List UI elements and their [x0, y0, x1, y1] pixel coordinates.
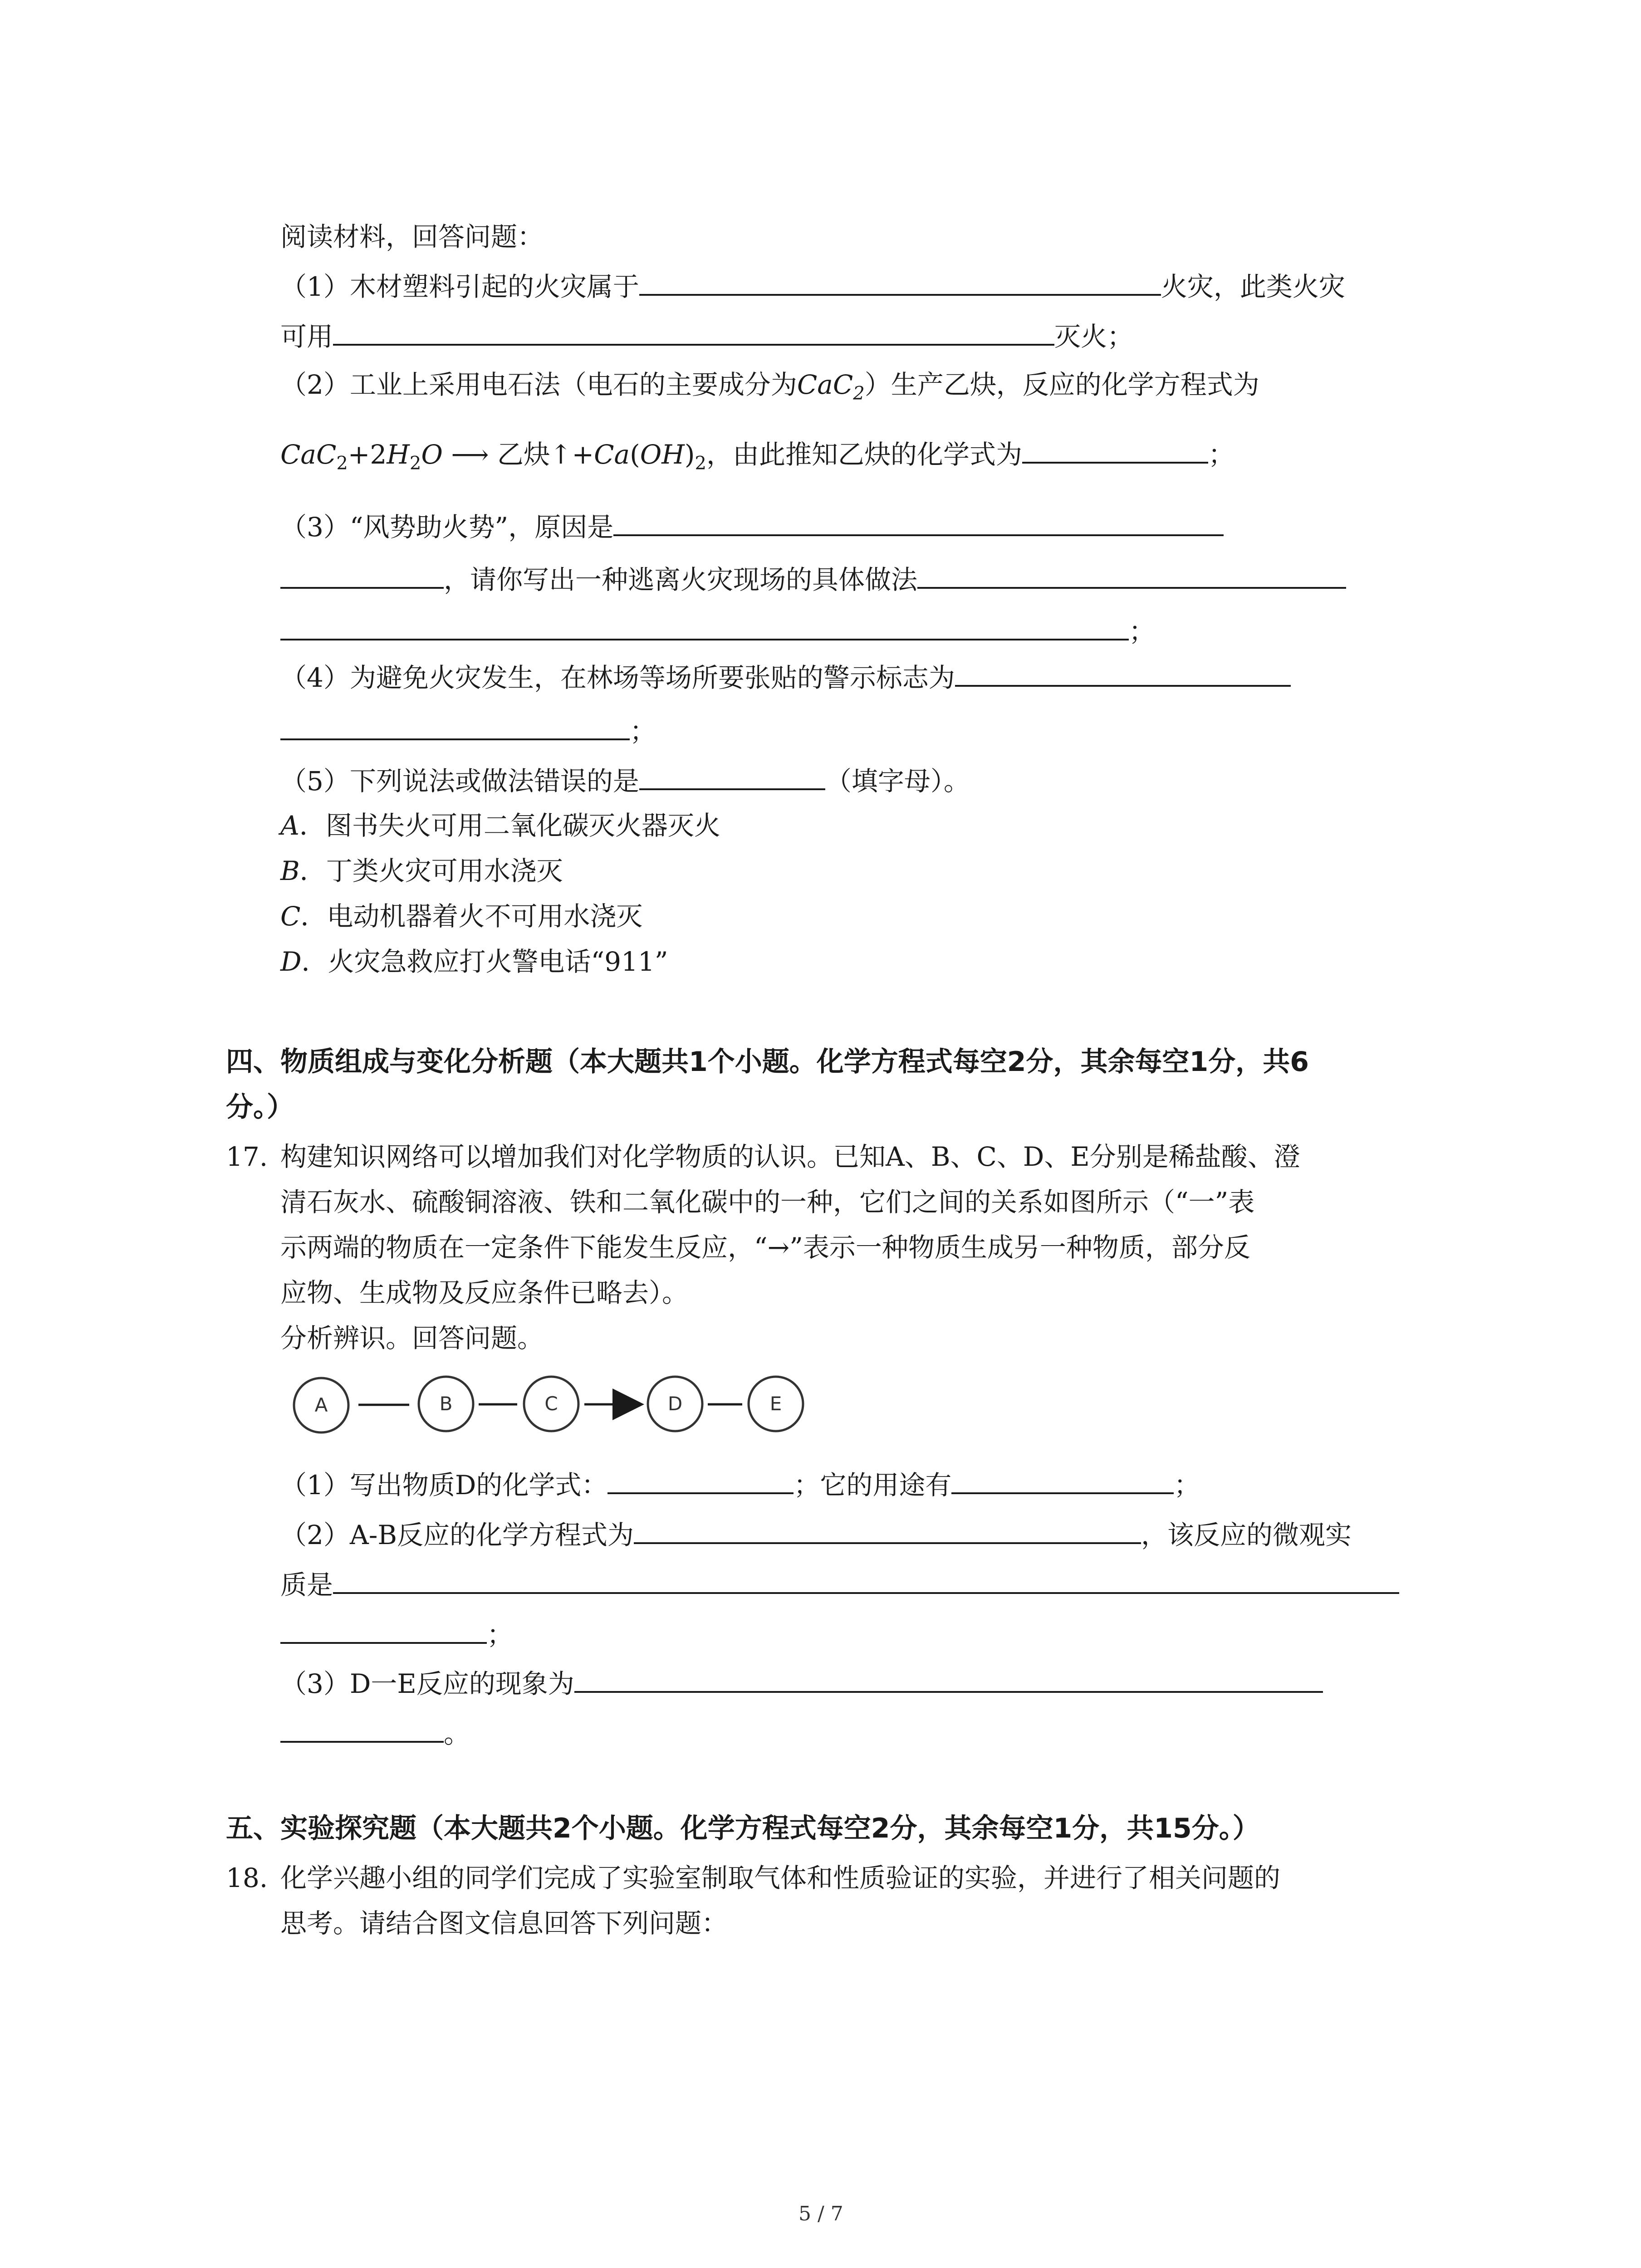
option-a: [280, 807, 720, 844]
node-e-label: E: [769, 1393, 782, 1415]
q17-part1-line: [280, 1466, 1200, 1503]
section-4-title-line1: 四、物质组成与变化分析题（本大题共1个小题。化学方程式每空2分，其余每空1分，共6: [226, 1046, 1309, 1078]
q16-part4-line1: [280, 659, 1291, 696]
q17-part2-line1: [280, 1516, 1352, 1553]
answer-blank-wind-reason[interactable]: [613, 508, 1224, 536]
q16-part4-line2: [280, 712, 656, 749]
q16-part3-line1: [280, 508, 1224, 545]
answer-blank-ab-equation[interactable]: [634, 1516, 1141, 1544]
q16-equation-line: $CaC_2+2H_2O$ ⟶ 乙炔$↑+Ca(OH)_2$，由此推知乙炔的化学式为 ；: [280, 435, 1234, 482]
q16-p2a: （2）工业上采用电石法（电石的主要成分为: [280, 369, 797, 400]
option-letter: B: [280, 855, 300, 886]
answer-blank-ab-essence-cont[interactable]: [280, 1616, 487, 1644]
semicolon: ；: [1208, 439, 1234, 470]
option-b: [280, 853, 563, 889]
q17-part3-line2: [280, 1715, 470, 1752]
node-b-label: B: [439, 1393, 453, 1415]
q17-p2c: 质是: [280, 1569, 333, 1600]
q16-eq-tail: ，由此推知乙炔的化学式为: [706, 439, 1022, 470]
q17-p2b: ，该反应的微观实: [1141, 1520, 1352, 1550]
q17-part2-line2: [280, 1566, 1399, 1603]
section-5-title: 五、实验探究题（本大题共2个小题。化学方程式每空2分，其余每空1分，共15分。）: [226, 1813, 1260, 1844]
answer-blank-warning-sign-cont[interactable]: [280, 712, 630, 740]
q17-p1a: （1）写出物质D的化学式：: [280, 1470, 608, 1501]
page-number: 5 / 7: [798, 2202, 843, 2225]
answer-blank-d-use[interactable]: [951, 1466, 1174, 1494]
q16-part3-line3: [280, 612, 1155, 650]
q16-part1-line2: [280, 318, 1133, 355]
answer-blank-acetylene-formula[interactable]: [1022, 435, 1208, 464]
option-text: ．火灾急救应打火警电话“911”: [301, 946, 668, 977]
answer-blank-wrong-choice[interactable]: [639, 762, 825, 790]
q16-p1c: 可用: [280, 321, 333, 352]
semicolon: ；: [1129, 616, 1156, 647]
intro-text: 阅读材料，回答问题：: [280, 221, 544, 252]
q16-part5-line: [280, 762, 970, 799]
answer-blank-escape-method[interactable]: [917, 561, 1346, 589]
node-c-label: C: [544, 1393, 558, 1415]
answer-blank-d-formula[interactable]: [607, 1466, 794, 1494]
q17-stem-line2: 清石灰水、硫酸铜溶液、铁和二氧化碳中的一种，它们之间的关系如图所示（“一”表: [280, 1187, 1255, 1217]
q16-p1d: 灭火；: [1054, 321, 1134, 352]
q18-stem-line2: 思考。请结合图文信息回答下列问题：: [280, 1908, 728, 1939]
option-letter: D: [280, 946, 302, 977]
option-text: ．丁类火灾可用水浇灭: [299, 855, 563, 886]
q16-p3b: ，请你写出一种逃离火灾现场的具体做法: [444, 564, 918, 595]
q17-stem-line1: 构建知识网络可以增加我们对化学物质的认识。已知A、B、C、D、E分别是稀盐酸、澄: [280, 1141, 1300, 1172]
q17-stem-line3: 示两端的物质在一定条件下能发生反应，“→”表示一种物质生成另一种物质，部分反: [280, 1232, 1250, 1263]
option-letter: A: [280, 810, 299, 841]
section-4-title-line2: 分。）: [226, 1091, 294, 1123]
answer-blank-ab-essence[interactable]: [333, 1566, 1399, 1594]
q17-number: 17.: [226, 1141, 268, 1172]
q18-stem-line1: 化学兴趣小组的同学们完成了实验室制取气体和性质验证的实验，并进行了相关问题的: [280, 1862, 1281, 1893]
q17-p3b: 。: [444, 1718, 470, 1749]
q17-stem-line5: 分析辨识。回答问题。: [280, 1323, 544, 1354]
answer-blank-de-phenomenon-cont[interactable]: [280, 1715, 444, 1743]
q17-p2a: （2）A-B反应的化学方程式为: [280, 1520, 634, 1550]
answer-blank-escape-method-cont[interactable]: [280, 612, 1129, 640]
option-d: [280, 943, 668, 980]
answer-blank-de-phenomenon[interactable]: [574, 1665, 1323, 1693]
q17-part2-line3: [280, 1616, 513, 1653]
option-text: ．电动机器着火不可用水浇灭: [300, 901, 643, 932]
relationship-diagram: [290, 1370, 826, 1442]
q17-p2d: ；: [487, 1619, 514, 1650]
option-text: ．图书失火可用二氧化碳灭火器灭火: [299, 810, 720, 841]
option-letter: C: [280, 901, 301, 932]
q16-part1-line1: [280, 268, 1345, 305]
answer-blank-wind-reason-cont[interactable]: [280, 561, 444, 589]
answer-blank-extinguish[interactable]: [333, 318, 1054, 346]
q16-part2-line1: （2）工业上采用电石法（电石的主要成分为CaC$_2$）生产乙炔，反应的化学方程式为: [280, 369, 1259, 404]
answer-blank-fire-class[interactable]: [639, 268, 1161, 296]
node-a-label: A: [314, 1394, 328, 1416]
semicolon: ；: [630, 716, 656, 747]
q16-p1b: 火灾，此类火灾: [1161, 271, 1345, 302]
q16-p5b: （填字母）。: [825, 766, 970, 797]
q17-stem-line4: 应物、生成物及反应条件已略去）。: [280, 1277, 689, 1308]
option-c: [280, 898, 642, 934]
q16-p4a: （4）为避免火灾发生，在林场等场所要张贴的警示标志为: [280, 662, 955, 693]
q17-part3-line1: [280, 1665, 1323, 1702]
q17-p1c: ；: [1174, 1470, 1200, 1501]
q16-p3a: （3）“风势助火势”，原因是: [280, 512, 614, 543]
q16-p5a: （5）下列说法或做法错误的是: [280, 766, 639, 797]
q17-p1b: ；它的用途有: [794, 1470, 952, 1501]
node-d-label: D: [667, 1393, 683, 1415]
q17-p3a: （3）D一E反应的现象为: [280, 1668, 574, 1699]
q16-p1a: （1）木材塑料引起的火灾属于: [280, 271, 639, 302]
q16-p2b: ）生产乙炔，反应的化学方程式为: [864, 369, 1259, 400]
answer-blank-warning-sign[interactable]: [955, 659, 1291, 687]
q18-number: 18.: [226, 1862, 268, 1893]
q16-part3-line2: [280, 561, 1346, 598]
